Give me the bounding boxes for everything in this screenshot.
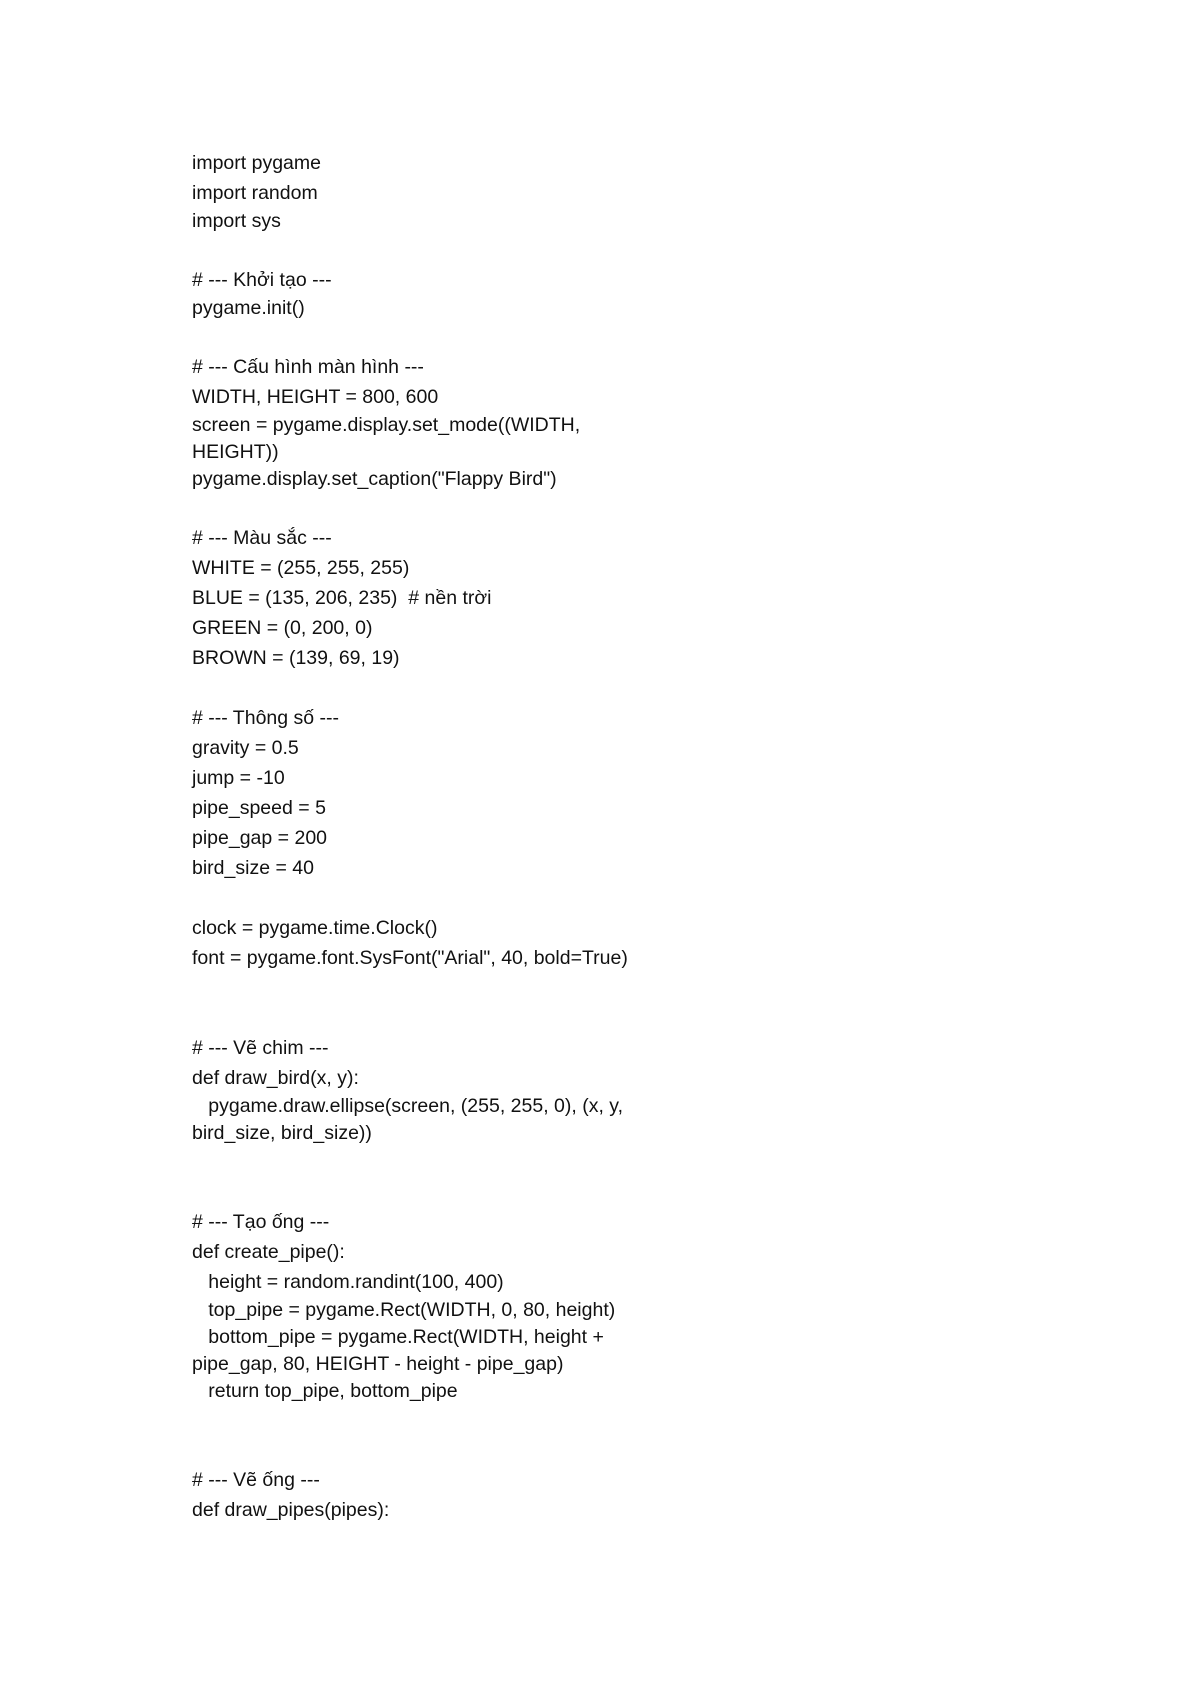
code-line: BLUE = (135, 206, 235) # nền trời bbox=[192, 587, 492, 609]
code-line: import pygame bbox=[192, 152, 321, 174]
code-line: pipe_gap = 200 bbox=[192, 827, 328, 849]
comment-line: # --- Tạo ống --- bbox=[192, 1211, 330, 1233]
comment-line: # --- Thông số --- bbox=[192, 707, 340, 729]
code-line: WHITE = (255, 255, 255) bbox=[192, 557, 410, 579]
code-line: pygame.display.set_caption("Flappy Bird") bbox=[192, 468, 557, 490]
blank-line bbox=[192, 235, 752, 265]
blank-line bbox=[192, 322, 752, 352]
blank-line bbox=[192, 973, 752, 1033]
code-text-block bbox=[192, 148, 752, 1525]
code-line: pygame.init() bbox=[192, 297, 305, 319]
blank-line bbox=[192, 1405, 752, 1465]
code-line: def draw_pipes(pipes): bbox=[192, 1499, 390, 1521]
code-line: pipe_speed = 5 bbox=[192, 797, 326, 819]
code-line: def draw_bird(x, y): bbox=[192, 1067, 359, 1089]
code-line: return top_pipe, bottom_pipe bbox=[192, 1380, 458, 1402]
comment-line: # --- Vẽ chim --- bbox=[192, 1037, 329, 1059]
code-line: bird_size, bird_size)) bbox=[192, 1122, 372, 1144]
code-line: pygame.draw.ellipse(screen, (255, 255, 0), (x, y, bbox=[192, 1095, 623, 1117]
code-line: jump = -10 bbox=[192, 767, 285, 789]
code-line: gravity = 0.5 bbox=[192, 737, 299, 759]
blank-line bbox=[192, 673, 752, 703]
code-line: BROWN = (139, 69, 19) bbox=[192, 647, 400, 669]
code-line: import sys bbox=[192, 210, 281, 232]
code-line: GREEN = (0, 200, 0) bbox=[192, 617, 373, 639]
code-line: clock = pygame.time.Clock() bbox=[192, 917, 438, 939]
comment-line: # --- Vẽ ống --- bbox=[192, 1469, 320, 1491]
code-line: WIDTH, HEIGHT = 800, 600 bbox=[192, 386, 439, 408]
code-line: def create_pipe(): bbox=[192, 1241, 345, 1263]
code-line: font = pygame.font.SysFont("Arial", 40, bold=True) bbox=[192, 947, 628, 969]
code-line: height = random.randint(100, 400) bbox=[192, 1271, 504, 1293]
blank-line bbox=[192, 493, 752, 523]
code-line: pipe_gap, 80, HEIGHT - height - pipe_gap) bbox=[192, 1353, 564, 1375]
comment-line: # --- Cấu hình màn hình --- bbox=[192, 356, 424, 378]
code-line: import random bbox=[192, 182, 318, 204]
code-line: top_pipe = pygame.Rect(WIDTH, 0, 80, height) bbox=[192, 1299, 616, 1321]
code-line: HEIGHT)) bbox=[192, 441, 279, 463]
blank-line bbox=[192, 883, 752, 913]
blank-line bbox=[192, 1147, 752, 1207]
code-line: bottom_pipe = pygame.Rect(WIDTH, height + bbox=[192, 1326, 604, 1348]
comment-line: # --- Khởi tạo --- bbox=[192, 269, 332, 291]
code-line: screen = pygame.display.set_mode((WIDTH, bbox=[192, 414, 581, 436]
code-line: bird_size = 40 bbox=[192, 857, 314, 879]
comment-line: # --- Màu sắc --- bbox=[192, 527, 332, 549]
